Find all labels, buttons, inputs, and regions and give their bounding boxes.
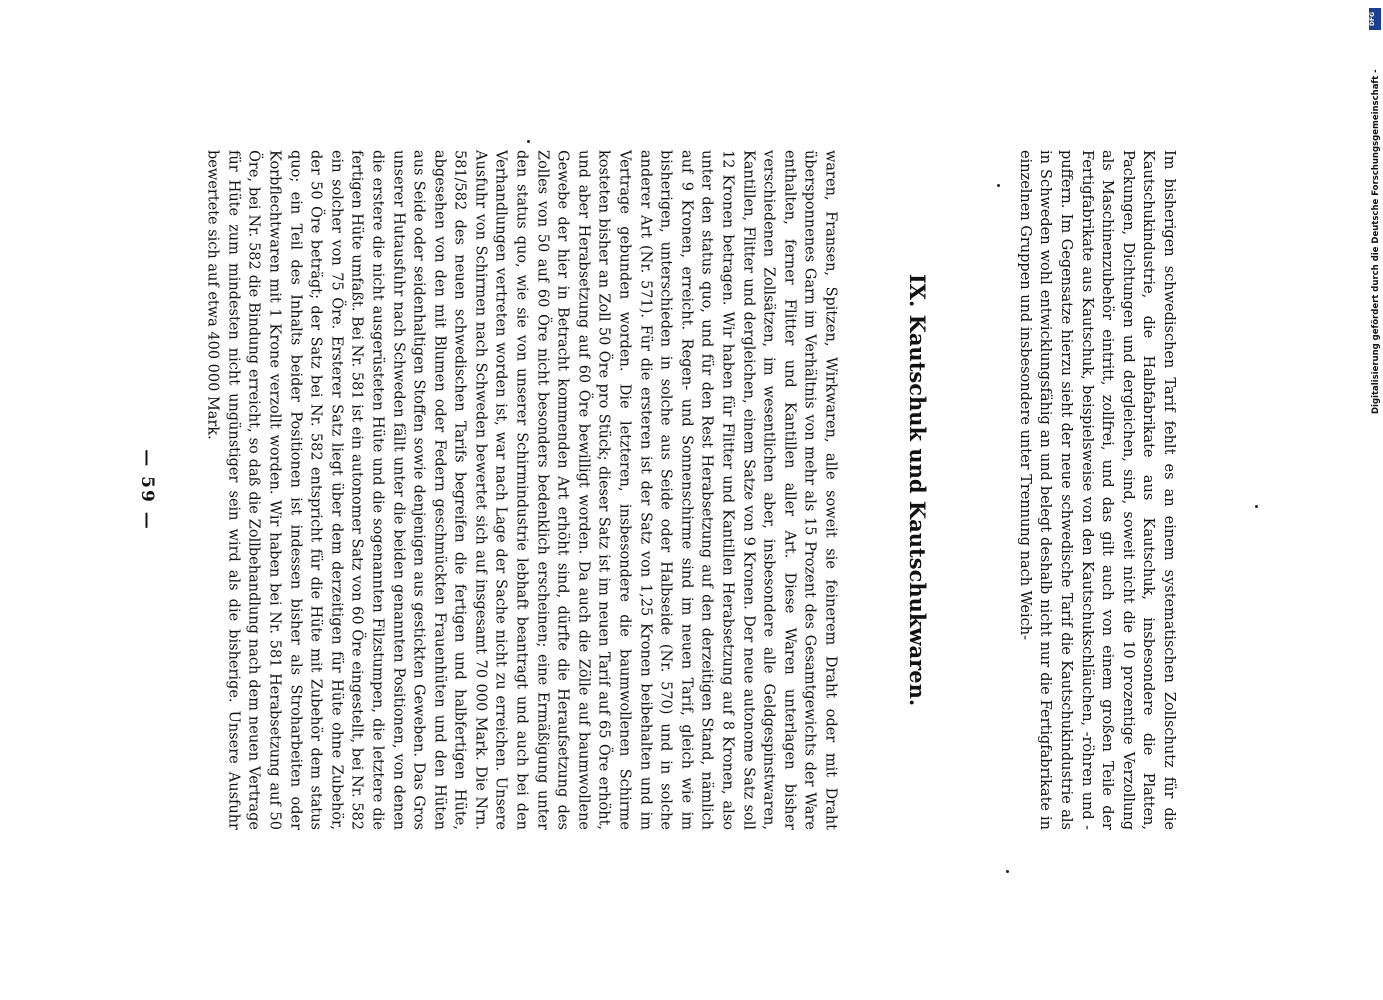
scan-speck xyxy=(997,184,1000,187)
scan-speck xyxy=(1006,870,1009,873)
dfg-logo: DFG xyxy=(1369,8,1381,30)
paragraph-body-2: Im bisherigen schwedischen Tarif fehlt es an einem systematischen Zollschutz für die Kautschukindustrie, die Halbfabrikate aus Kautschuk, insbesondere die Platten, Packungen, Dichtungen und dergleichen, sind, soweit nicht die 10 prozentige Verzollung als Maschinenzubehör eintritt, zollfrei, und das gilt auch von einem großen Teile der Fertigfabrikate aus Kautschuk, beispielsweise von den Kautschukschläuchen, -röhren und -puffern. Im Gegensatze hierzu sieht der neue schwedische Tarif die Kautschukindustrie als in Schweden wohl entwicklungsfähig an und belegt deshalb nicht nur die Fertigfabrikate in einzelnen Gruppen und insbesondere unter Trennung nach Weich- xyxy=(1016,150,1177,830)
scan-speck xyxy=(1255,505,1258,508)
section-heading: IX. Kautschuk und Kautschukwaren. xyxy=(905,273,930,707)
page-number: — 59 — xyxy=(137,449,157,531)
paragraph-body-1: waren, Fransen, Spitzen, Wirkwaren, alle soweit sie feinerem Draht oder mit Draht übersponnenes Garn im Verhältnis von mehr als 15 Prozent des Gesamtgewichts der Ware enthalten, ferner Flitter und Kantillen aller Art. Diese Waren unterlagen bisher verschiedenen Zollsätzen, im wesentlichen aber, insbesondere alle Geldgespinstwaren, Kantillen, Flitter und dergleichen, einem Satze von 9 Kronen. Der neue autonome Satz soll 12 Kronen betragen. Wir haben für Flitter und Kantillen Herabsetzung auf 8 Kronen, also unter den status quo, und für den Rest Herabsetzung auf den derzeitigen Stand, nämlich auf 9 Kronen, erreicht. Regen- und Sonnenschirme sind im neuen Tarif, gleich wie im bisherigen, unterschieden in solche aus Seide oder Halbseide (Nr. 570) und in solche anderer Art (Nr. 571). Für die ersteren ist der Satz von 1,25 Kronen beibehalten und im Vertrage gebunden worden. Die letzteren, insbesondere die baumwollenen Schirme kosteten bisher an Zoll 50 Öre pro Stück; dieser Satz ist im neuen Tarif auf 65 Öre erhöht, und aber Herabsetzung auf 60 Öre bewilligt worden. Da auch die Zölle auf baumwollene Gewebe der hier in Betracht kommenden Art erhöht sind, dürfte die Heraufsetzung des Zolles von 50 auf 60 Öre nicht besonders bedenklich erscheinen; eine Ermäßigung unter den status quo, wie sie von unserer Schirmindustrie lebhaft beantragt und auch bei den Verhandlungen vertreten worden ist, war nach Lage der Sache nicht zu erreichen. Unsere Ausfuhr von Schirmen nach Schweden bewertet sich auf insgesamt 70 000 Mark. Die Nrn. 581/582 des neuen schwedischen Tarifs begreifen die fertigen und halbfertigen Hüte, abgesehen von den mit Blumen oder Federn geschmückten Frauenhüten und den Hüten aus Seide oder seidenhaltigen Stoffen sowie denjenigen aus gestickten Geweben. Das Gros unserer Hutausfuhr nach Schweden fällt unter die beiden genannten Positionen, von denen die erstere die nicht ausgerüsteten Hüte und die sogenannten Filzstumpen, die letztere die fertigen Hüte umfaßt. Bei Nr. 581 ist ein autonomer Satz von 60 Öre eingestellt, bei Nr. 582 ein solcher von 75 Öre. Ersterer Satz liegt über dem derzeitigen für Hüte ohne Zubehör, der 50 Öre beträgt; der Satz bei Nr. 582 entspricht für die Hüte mit Zubehör dem status quo; ein Teil des Inhalts beider Positionen ist indessen bisher als Stroharbeiten oder Korbflechtwaren mit 1 Krone verzollt worden. Wir haben bei Nr. 581 Herabsetzung auf 50 Öre, bei Nr. 582 die Bindung erreicht, so daß die Zollbehandlung nach dem neuen Vertrage für Hüte zum mindesten nicht ungünstiger sein wird als die bisherige. Unsere Ausfuhr bewertete sich auf etwa 400 000 Mark. xyxy=(204,150,839,830)
scan-speck xyxy=(527,140,530,143)
digitization-credit: Digitalisierung gefördert durch die Deutsche Forschungsgemeinschaft - xyxy=(1371,69,1381,414)
rotated-page-content xyxy=(137,150,1177,830)
